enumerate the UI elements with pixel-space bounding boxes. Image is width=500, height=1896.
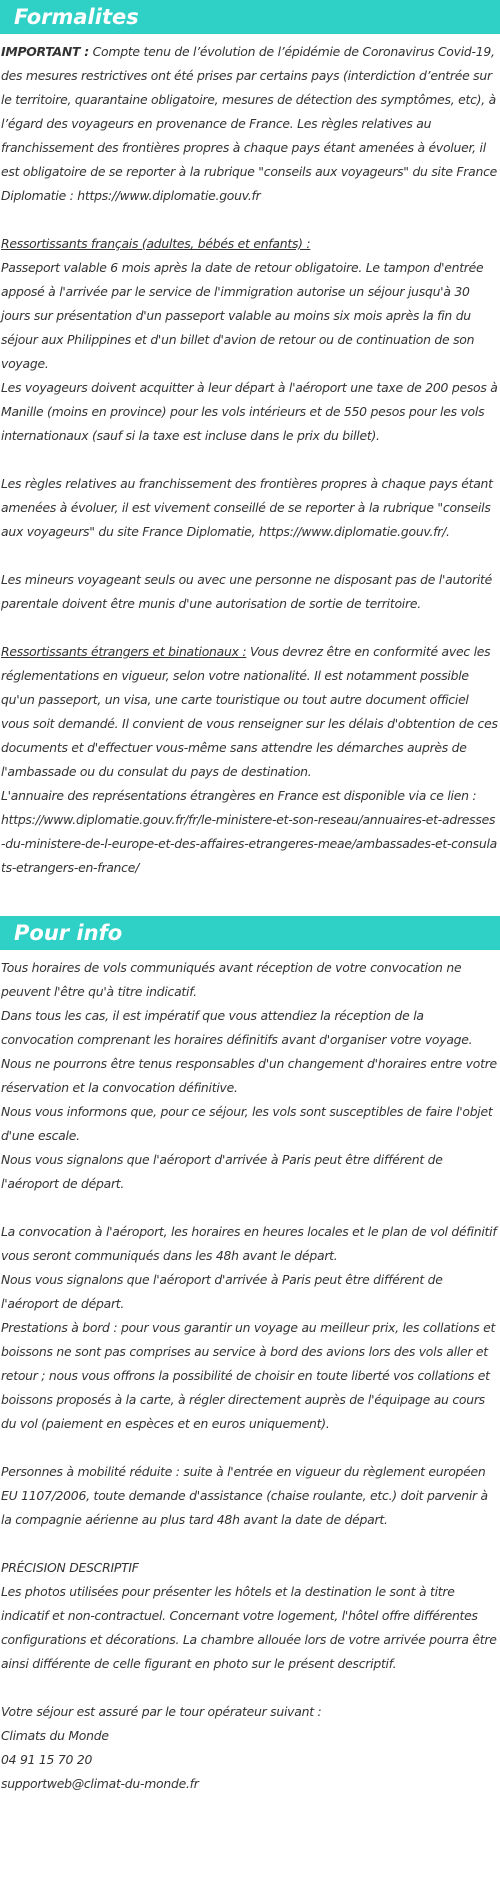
francais-heading: Ressortissants français (adultes, bébés et enfants) : xyxy=(1,236,311,251)
operateur-intro: Votre séjour est assuré par le tour opérateur suivant : xyxy=(1,1704,322,1719)
info-line: Prestations à bord : pour vous garantir un voyage au meilleur prix, les collations et boissons ne sont pas comprises au service à bord des avions lors des vols aller et retour ; nous vous offrons la possibilité de choisir en toute liberté vos collations et boissons proposés à la carte, à régler directement auprès de l'équipage au cours du vol (paiement en espèces et en euros uniquement). xyxy=(1,1320,496,1431)
etrangers-text: Vous devrez être en conformité avec les réglementations en vigueur, selon votre nationalité. Il est notamment possible qu'un passeport, un visa, une carte touristique ou tout autre document officiel vous soit demandé. Il convient de vous renseigner sur les délais d'obtention de ces documents et d'effectuer vous-même sans attendre les démarches auprès de l'ambassade ou du consulat du pays de destination. xyxy=(1,644,498,779)
pour-info-content xyxy=(0,950,500,1796)
info-line: Dans tous les cas, il est impératif que vous attendiez la réception de la convocation comprenant les horaires définitifs avant d'organiser votre voyage. xyxy=(1,1008,473,1047)
precision-paragraph: Les photos utilisées pour présenter les hôtels et la destination le sont à titre indicatif et non-contractuel. Concernant votre logement, l'hôtel offre différentes configurations et décorations. La chambre allouée lors de votre arrivée pourra être ainsi différente de celle figurant en photo sur le présent descriptif. xyxy=(1,1584,497,1671)
formalites-banner: Formalites xyxy=(0,0,500,34)
pour-info-banner: Pour info xyxy=(0,916,500,950)
important-text: Compte tenu de l’évolution de l’épidémie de Coronavirus Covid-19, des mesures restrictives ont été prises par certains pays (interdiction d’entrée sur le territoire, quarantaine obligatoire, mesures de détection des symptômes, etc), à l’égard des voyageurs en provenance de France. Les règles relatives au franchissement des frontières propres à chaque pays étant amenées à évoluer, il est obligatoire de se reporter à la rubrique "conseils aux voyageurs" du site France Diplomatie : https://www.diplomatie.gouv.fr xyxy=(1,44,498,203)
important-paragraph xyxy=(1,40,498,208)
etrangers-paragraph xyxy=(1,640,498,784)
spacer xyxy=(1,1676,498,1700)
spacer xyxy=(1,208,498,232)
important-label: IMPORTANT : xyxy=(1,44,89,59)
regles-paragraph: Les règles relatives au franchissement des frontières propres à chaque pays étant amenées à évoluer, il est vivement conseillé de se reporter à la rubrique "conseils aux voyageurs" du site France Diplomatie, https://www.diplomatie.gouv.fr/. xyxy=(1,476,493,539)
mineurs-paragraph: Les mineurs voyageant seuls ou avec une personne ne disposant pas de l'autorité parentale doivent être munis d'une autorisation de sortie de territoire. xyxy=(1,572,493,611)
taxe-paragraph: Les voyageurs doivent acquitter à leur départ à l'aéroport une taxe de 200 pesos à Manille (moins en province) pour les vols intérieurs et de 550 pesos pour les vols internationaux (sauf si la taxe est incluse dans le prix du billet). xyxy=(1,380,498,443)
info-line: Nous vous signalons que l'aéroport d'arrivée à Paris peut être différent de l'aéroport de départ. xyxy=(1,1152,443,1191)
info-line: Nous ne pourrons être tenus responsables d'un changement d'horaires entre votre réservation et la convocation définitive. xyxy=(1,1056,497,1095)
spacer xyxy=(1,448,498,472)
spacer xyxy=(1,616,498,640)
info-line: Nous vous informons que, pour ce séjour, les vols sont susceptibles de faire l'objet d'une escale. xyxy=(1,1104,493,1143)
pour-info-section xyxy=(0,916,500,1796)
spacer xyxy=(1,1196,498,1220)
formalites-content xyxy=(0,34,500,880)
annuaire-paragraph: L'annuaire des représentations étrangères en France est disponible via ce lien : xyxy=(1,788,477,803)
spacer xyxy=(1,1532,498,1556)
info-line: Nous vous signalons que l'aéroport d'arrivée à Paris peut être différent de l'aéroport de départ. xyxy=(1,1272,443,1311)
precision-heading: PRÉCISION DESCRIPTIF xyxy=(1,1560,139,1575)
operateur-phone[interactable]: 04 91 15 70 20 xyxy=(1,1752,93,1767)
info-line: Tous horaires de vols communiqués avant réception de votre convocation ne peuvent l'être qu'à titre indicatif. xyxy=(1,960,462,999)
annuaire-link[interactable]: https://www.diplomatie.gouv.fr/fr/le-ministere-et-son-reseau/annuaires-et-adresses-du-ministere-de-l-europe-et-des-affaires-etrangeres-meae/ambassades-et-consulats-etrangers-en-france/ xyxy=(1,812,498,875)
info-line: La convocation à l'aéroport, les horaires en heures locales et le plan de vol définitif vous seront communiqués dans les 48h avant le départ. xyxy=(1,1224,497,1263)
operateur-email[interactable]: supportweb@climat-du-monde.fr xyxy=(1,1776,199,1791)
operateur-name: Climats du Monde xyxy=(1,1728,109,1743)
formalites-section xyxy=(0,0,500,880)
mobilite-paragraph: Personnes à mobilité réduite : suite à l'entrée en vigueur du règlement européen EU 1107/2006, toute demande d'assistance (chaise roulante, etc.) doit parvenir à la compagnie aérienne au plus tard 48h avant la date de départ. xyxy=(1,1464,488,1527)
spacer xyxy=(1,1436,498,1460)
passeport-paragraph: Passeport valable 6 mois après la date de retour obligatoire. Le tampon d'entrée apposé à l'arrivée par le service de l'immigration autorise un séjour jusqu'à 30 jours sur présentation d'un passeport valable au moins six mois après la fin du séjour aux Philippines et d'un billet d'avion de retour ou de continuation de son voyage. xyxy=(1,260,484,371)
spacer xyxy=(1,544,498,568)
etrangers-heading: Ressortissants étrangers et binationaux : xyxy=(1,644,247,659)
